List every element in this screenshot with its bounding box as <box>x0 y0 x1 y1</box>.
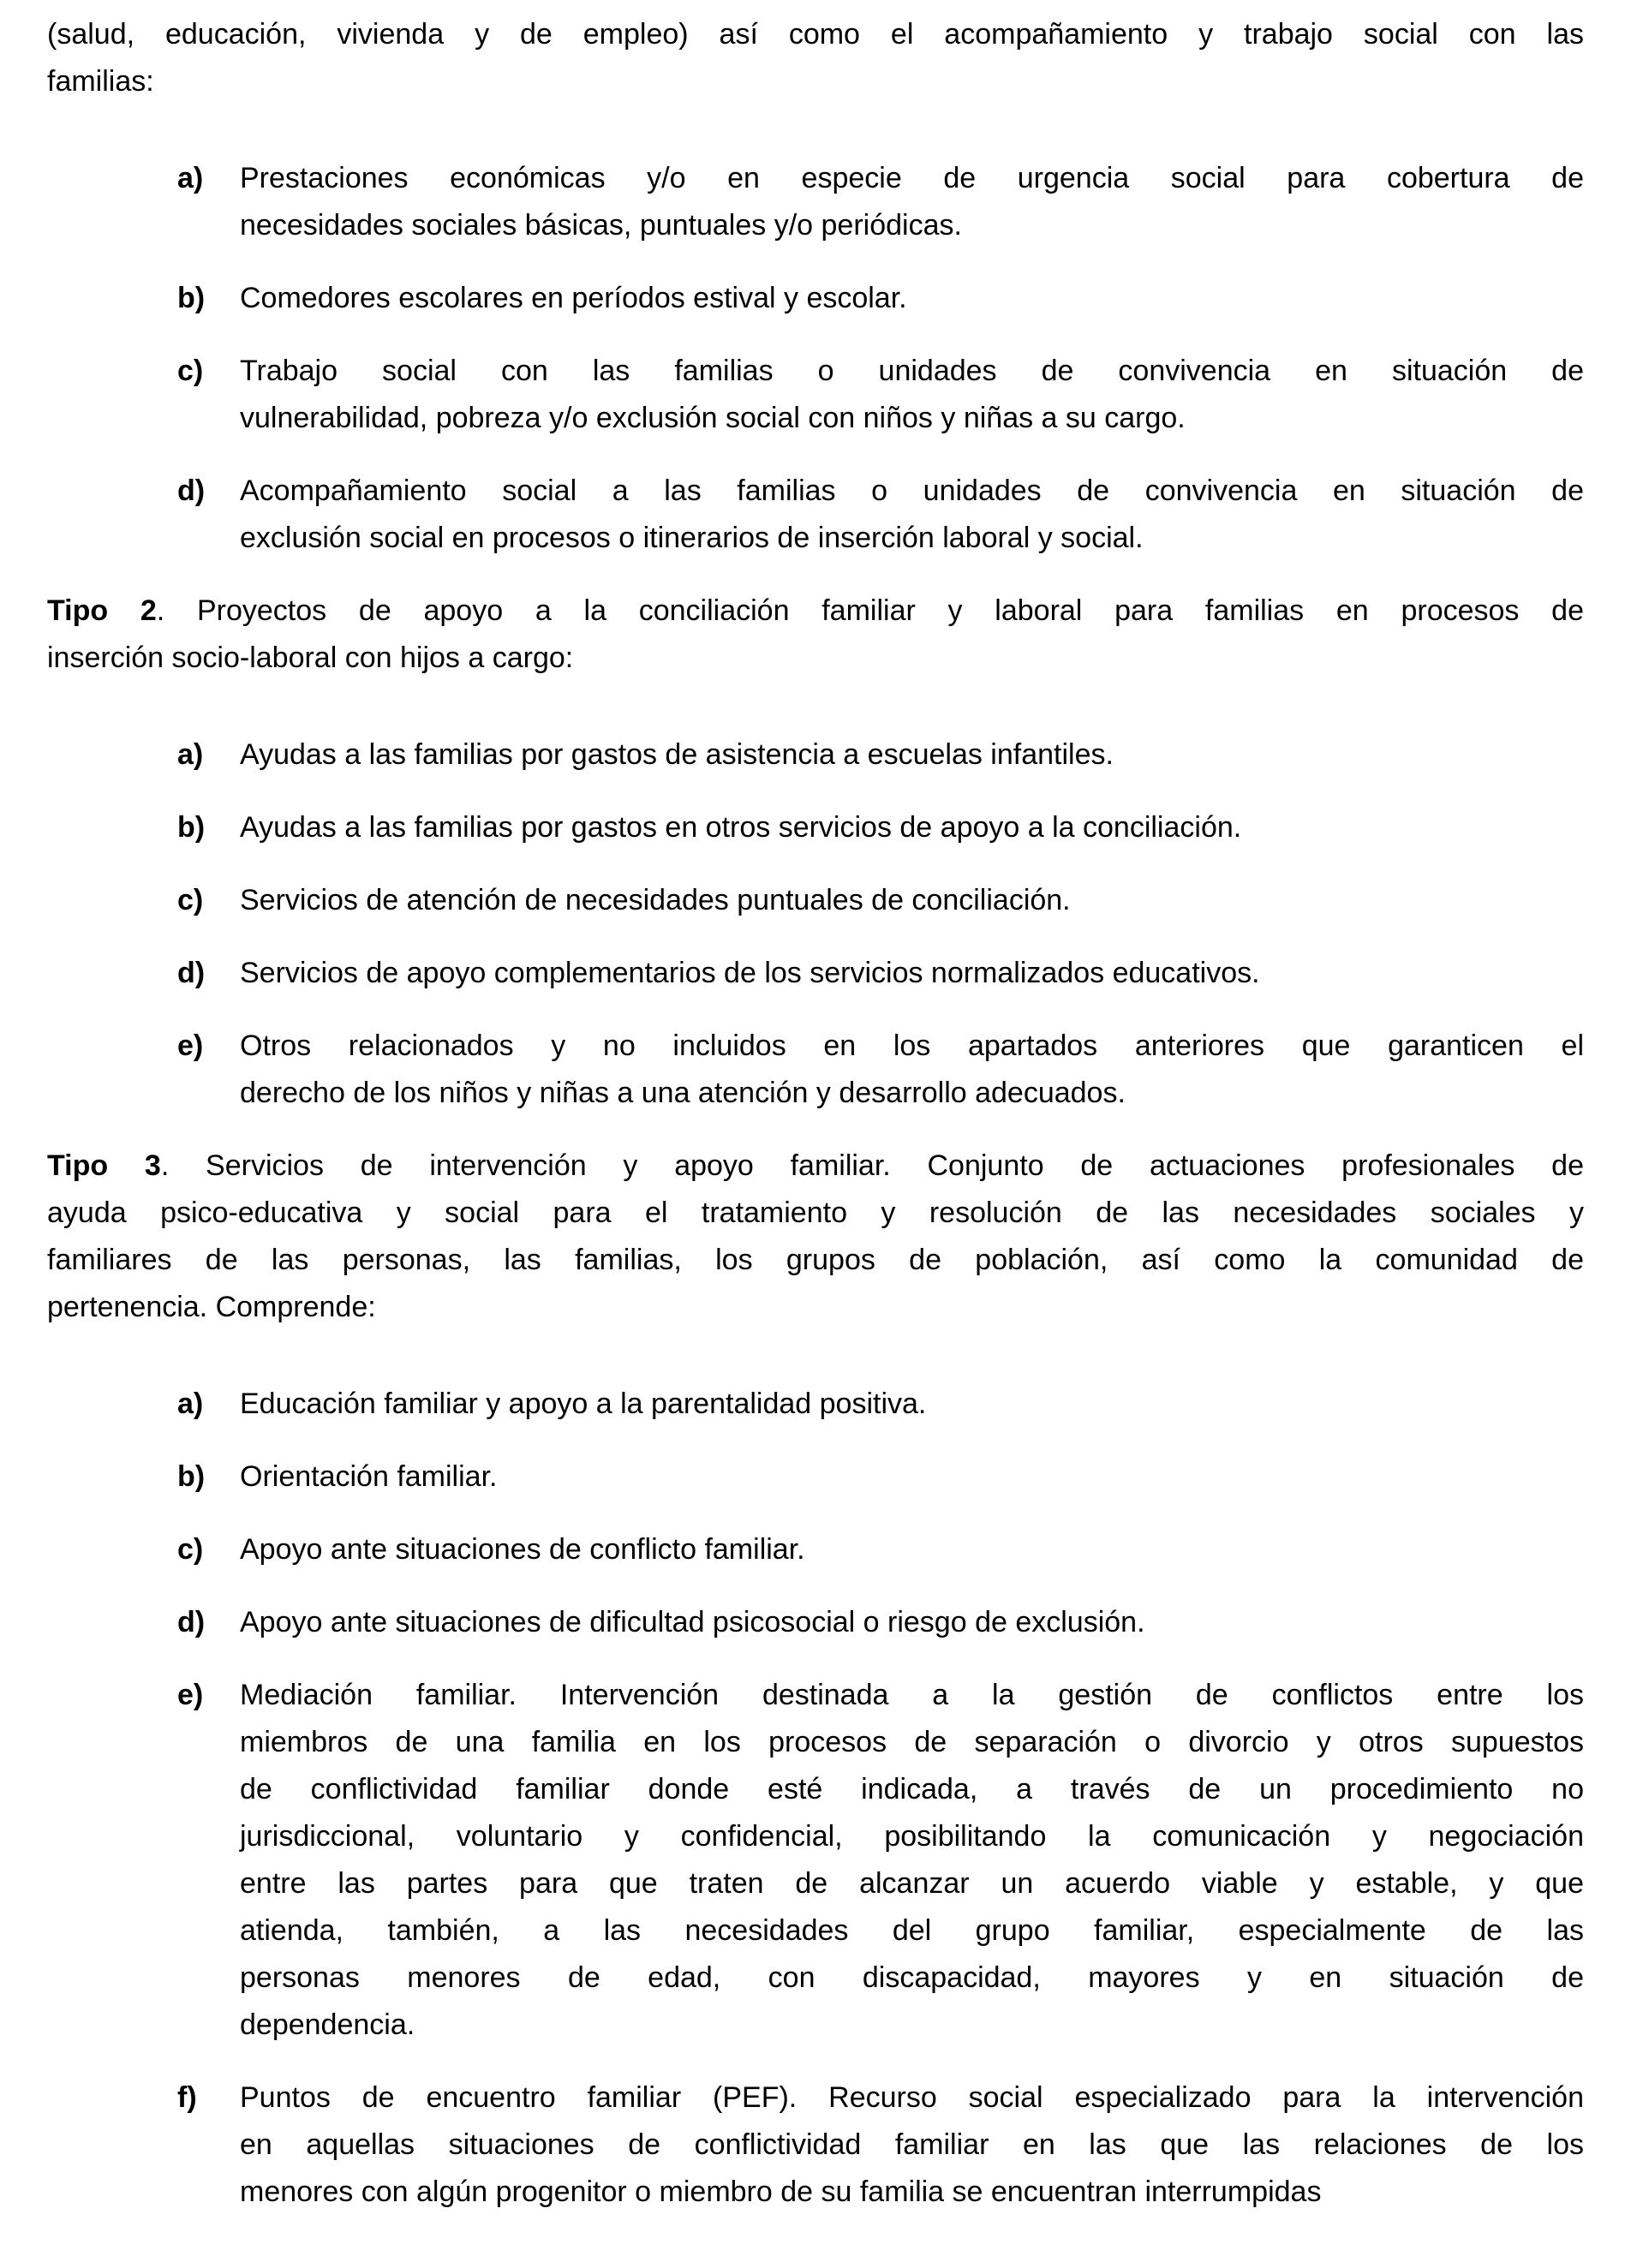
list-item <box>177 1672 1584 2049</box>
text-line: de conflictividad familiar donde esté indicada, a través de un procedimiento no <box>240 1773 1584 1805</box>
item-marker: a) <box>177 738 204 771</box>
text-line <box>47 1143 1584 1190</box>
item-marker: b) <box>177 1460 206 1493</box>
list-item <box>177 155 1584 249</box>
text-line: derecho de los niños y niñas a una atención y desarrollo adecuados. <box>240 1077 1126 1109</box>
item-marker: b) <box>177 811 206 844</box>
item-marker: a) <box>177 162 204 194</box>
text-line: familiares de las personas, las familias, los grupos de población, así como la comunidad de <box>47 1244 1584 1276</box>
text-line <box>47 588 1584 635</box>
item-marker: c) <box>177 884 204 916</box>
item-marker: a) <box>177 1388 204 1420</box>
text-line: Otros relacionados y no incluidos en los apartados anteriores que garanticen el <box>240 1030 1584 1062</box>
text-line: personas menores de edad, con discapacidad, mayores y en situación de <box>240 1961 1584 1994</box>
text-line: Apoyo ante situaciones de conflicto familiar. <box>240 1533 805 1566</box>
text-line: familias: <box>47 65 154 98</box>
list-item <box>177 877 1584 924</box>
list-item <box>177 468 1584 562</box>
text-line: Servicios de apoyo complementarios de los servicios normalizados educativos. <box>240 957 1260 989</box>
text-line: pertenencia. Comprende: <box>47 1291 376 1323</box>
text-line: Puntos de encuentro familiar (PEF). Recurso social especializado para la intervención <box>240 2081 1584 2114</box>
text-line: (salud, educación, vivienda y de empleo) así como el acompañamiento y trabajo social con las <box>47 18 1584 51</box>
text-line: inserción socio-laboral con hijos a cargo: <box>47 642 574 674</box>
text-line: exclusión social en procesos o itinerarios de inserción laboral y social. <box>240 522 1144 554</box>
text-line: entre las partes para que traten de alcanzar un acuerdo viable y estable, y que <box>240 1867 1584 1900</box>
paragraph <box>47 1143 1584 1331</box>
item-marker: e) <box>177 1030 204 1062</box>
list <box>47 1381 1584 2216</box>
list <box>47 731 1584 1117</box>
item-marker: d) <box>177 474 206 507</box>
text-line: vulnerabilidad, pobreza y/o exclusión social con niños y niñas a su cargo. <box>240 402 1186 434</box>
item-marker: c) <box>177 355 204 387</box>
text-line: Trabajo social con las familias o unidades de convivencia en situación de <box>240 355 1584 387</box>
text-line: Mediación familiar. Intervención destinada a la gestión de conflictos entre los <box>240 1679 1584 1711</box>
paragraph <box>47 588 1584 682</box>
text-line: ayuda psico-educativa y social para el tratamiento y resolución de las necesidades sociales y <box>47 1197 1584 1229</box>
list-item <box>177 1599 1584 1646</box>
text-line: atienda, también, a las necesidades del grupo familiar, especialmente de las <box>240 1914 1584 1947</box>
list-item <box>177 348 1584 442</box>
line-text: . Proyectos de apoyo a la conciliación familiar y laboral para familias en procesos de <box>156 594 1584 627</box>
bold-lead: Tipo 3 <box>47 1149 161 1182</box>
text-line: miembros de una familia en los procesos de separación o divorcio y otros supuestos <box>240 1726 1584 1758</box>
text-line: Servicios de atención de necesidades puntuales de conciliación. <box>240 884 1071 916</box>
item-marker: d) <box>177 957 206 989</box>
item-marker: b) <box>177 282 206 314</box>
text-line: Educación familiar y apoyo a la parentalidad positiva. <box>240 1388 927 1420</box>
list-item <box>177 1453 1584 1501</box>
text-line: dependencia. <box>240 2008 415 2041</box>
text-line: en aquellas situaciones de conflictividad familiar en las que las relaciones de los <box>240 2128 1584 2161</box>
text-line: Apoyo ante situaciones de dificultad psicosocial o riesgo de exclusión. <box>240 1606 1145 1638</box>
text-line: jurisdiccional, voluntario y confidencial, posibilitando la comunicación y negociación <box>240 1820 1584 1853</box>
bold-lead: Tipo 2 <box>47 594 157 627</box>
list-item <box>177 275 1584 322</box>
item-marker: e) <box>177 1679 204 1711</box>
list-item <box>177 804 1584 851</box>
line-text: . Servicios de intervención y apoyo familiar. Conjunto de actuaciones profesionales de <box>160 1149 1585 1182</box>
text-line: Orientación familiar. <box>240 1460 498 1493</box>
list-item <box>177 2074 1584 2216</box>
list-item <box>177 731 1584 779</box>
list-item <box>177 1023 1584 1117</box>
text-line: Acompañamiento social a las familias o unidades de convivencia en situación de <box>240 474 1584 507</box>
item-marker: d) <box>177 1606 206 1638</box>
list-item <box>177 1526 1584 1573</box>
item-marker: c) <box>177 1533 204 1566</box>
list-item <box>177 1381 1584 1428</box>
list-item <box>177 950 1584 997</box>
text-line: Comedores escolares en períodos estival y escolar. <box>240 282 907 314</box>
text-line: menores con algún progenitor o miembro de su familia se encuentran interrumpidas <box>240 2175 1322 2208</box>
text-line: Ayudas a las familias por gastos de asistencia a escuelas infantiles. <box>240 738 1114 771</box>
list <box>47 155 1584 562</box>
text-line: Prestaciones económicas y/o en especie de urgencia social para cobertura de <box>240 162 1584 194</box>
text-line: Ayudas a las familias por gastos en otros servicios de apoyo a la conciliación. <box>240 811 1242 844</box>
text-line: necesidades sociales básicas, puntuales y/o periódicas. <box>240 209 962 242</box>
paragraph <box>47 11 1584 105</box>
item-marker: f) <box>177 2081 197 2114</box>
